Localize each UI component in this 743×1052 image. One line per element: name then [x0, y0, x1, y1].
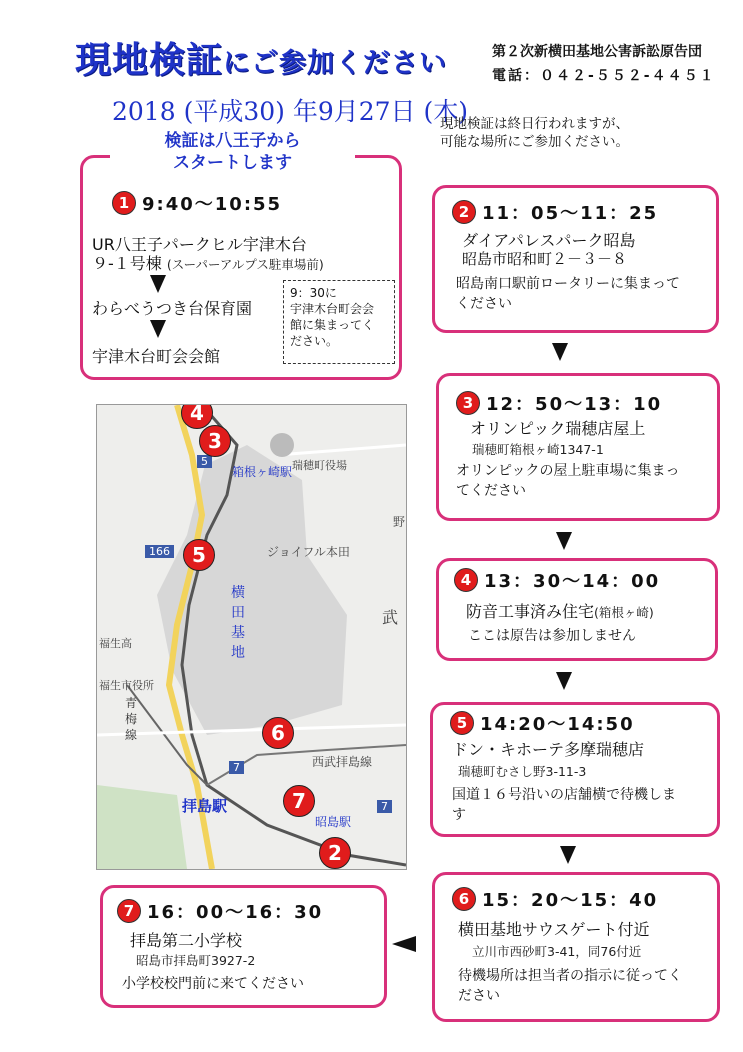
arrow-down-icon	[556, 532, 572, 550]
participation-note	[440, 115, 629, 151]
route-shield: 5	[197, 455, 212, 468]
stop-7-description: 小学校校門前に来てください	[122, 976, 304, 992]
route-shield: 7	[377, 800, 392, 813]
stop-3-description	[456, 461, 679, 501]
map-pin-3: 3	[199, 425, 231, 457]
stop-time: 12：50～13：10	[486, 394, 663, 415]
note-line: 現地検証は終日行われますが、	[440, 116, 629, 132]
stop-5-description	[452, 785, 676, 825]
stop-number-badge: 5	[450, 711, 474, 735]
start-label	[110, 130, 355, 178]
organizer-phone: 電話：０４２-５５２-４４５１	[492, 68, 716, 84]
line-char: 線	[125, 728, 138, 742]
note-line: 9：30に	[290, 286, 337, 300]
base-char: 基	[231, 625, 245, 641]
stop-4-place	[466, 599, 654, 622]
place-label: ジョイフル本田	[267, 545, 350, 559]
gathering-note	[283, 280, 395, 364]
organizer-info	[492, 40, 716, 88]
stop-3-address: 瑞穂町箱根ヶ崎1347-1	[472, 442, 604, 457]
stop-5-address: 瑞穂町むさし野3-11-3	[458, 764, 587, 779]
place-label: 福生市役所	[99, 679, 154, 692]
stop-time: 11：05～11：25	[482, 203, 659, 224]
stop-number-badge: 4	[454, 568, 478, 592]
arrow-down-icon	[556, 672, 572, 690]
stop-4-header	[454, 567, 660, 593]
stop-3-place: オリンピック瑞穂店屋上	[470, 419, 646, 438]
stop-2-address: 昭島市昭和町２－３－８	[462, 250, 628, 268]
stop-1-header	[112, 190, 282, 216]
route-map	[96, 404, 407, 870]
desc-line: 待機場所は担当者の指示に従ってく	[458, 968, 682, 984]
stop-2-place: ダイアパレスパーク昭島	[462, 231, 636, 250]
stop-number-badge: 1	[112, 191, 136, 215]
line-label: 西武拝島線	[312, 755, 373, 769]
base-label	[231, 583, 245, 663]
stop-time: 13：30～14：00	[484, 571, 661, 592]
event-date: 2018 (平成30) 年9月27日 (木)	[112, 97, 469, 126]
line-char: 青	[125, 696, 138, 710]
desc-line: 国道１６号沿いの店舗横で待機しま	[452, 787, 676, 803]
start-line: スタートします	[173, 153, 292, 173]
stop-number-badge: 3	[456, 391, 480, 415]
note-line: 宇津木台町会会	[290, 302, 375, 316]
place-label: 武	[382, 608, 399, 627]
station-label: 拝島駅	[182, 797, 228, 815]
stop-time: 9:40～10:55	[142, 194, 283, 215]
stop-time: 16：00～16：30	[147, 902, 324, 923]
stop-2-header	[452, 199, 658, 225]
map-pin-5: 5	[183, 539, 215, 571]
line-char: 梅	[125, 712, 138, 726]
stop-6-place: 横田基地サウスゲート付近	[458, 920, 650, 939]
start-line: 検証は八王子から	[164, 131, 301, 151]
place-note: (箱根ヶ崎)	[594, 605, 654, 620]
note-line: 館に集まってく	[290, 318, 375, 332]
stop-6-header	[452, 886, 658, 912]
place-label: 福生高	[99, 637, 132, 650]
place-label: 瑞穂町役場	[292, 459, 347, 472]
arrow-down-icon	[552, 343, 568, 361]
desc-line: す	[452, 807, 466, 823]
map-pin-7: 7	[283, 785, 315, 817]
page-title: 現地検証にご参加ください	[75, 40, 448, 81]
stop-time: 14:20～14:50	[480, 714, 635, 735]
station-label: 昭島駅	[315, 815, 352, 829]
desc-line: てください	[456, 483, 526, 499]
stop-number-badge: 7	[117, 899, 141, 923]
stop-number-badge: 6	[452, 887, 476, 911]
desc-line: ださい	[458, 988, 500, 1004]
desc-line: 昭島南口駅前ロータリーに集まって	[456, 276, 680, 292]
base-char: 田	[231, 605, 245, 621]
place-line: 防音工事済み住宅	[466, 602, 595, 621]
stop-2-description	[456, 274, 680, 314]
base-char: 地	[231, 645, 245, 661]
ome-line-label	[125, 695, 137, 743]
stop-7-address: 昭島市拝島町3927-2	[136, 953, 256, 968]
stop-1-place-3: 宇津木台町会会館	[92, 347, 221, 366]
stop-7-header	[117, 898, 323, 924]
route-shield: 7	[229, 761, 244, 774]
arrow-left-icon	[392, 936, 416, 952]
arrow-down-icon	[150, 320, 166, 338]
note-line: 可能な場所にご参加ください。	[440, 134, 629, 150]
stop-1-place-2: わらべうつき台保育園	[92, 299, 253, 318]
stop-6-address: 立川市西砂町3-41，同76付近	[472, 944, 642, 959]
stop-1-place-1b	[92, 251, 324, 274]
place-note: (スーパーアルプス駐車場前)	[166, 257, 324, 272]
stop-6-description	[458, 966, 682, 1006]
desc-line: オリンピックの屋上駐車場に集まっ	[456, 463, 680, 479]
desc-line: ください	[456, 296, 512, 312]
stop-3-header	[456, 390, 662, 416]
route-shield: 166	[145, 545, 174, 558]
stop-time: 15：20～15：40	[482, 890, 659, 911]
note-line: ださい。	[290, 334, 339, 348]
map-pin-4: 4	[181, 404, 213, 429]
place-label: 野	[393, 515, 406, 529]
stop-5-header	[450, 710, 635, 736]
place-line: ９-１号棟	[92, 254, 162, 273]
stop-7-place: 拝島第二小学校	[130, 931, 243, 950]
stop-number-badge: 2	[452, 200, 476, 224]
arrow-down-icon	[150, 275, 166, 293]
stop-1-place-1: UR八王子パークヒル宇津木台	[92, 235, 307, 254]
base-char: 横	[231, 585, 245, 601]
stop-4-description: ここは原告は参加しません	[468, 628, 636, 644]
map-pin-2: 2	[319, 837, 351, 869]
organizer-name: 第２次新横田基地公害訴訟原告団	[492, 44, 702, 60]
station-label: 箱根ヶ崎駅	[232, 465, 293, 479]
stop-5-place: ドン・キホーテ多摩瑞穂店	[452, 740, 645, 759]
map-pin-6: 6	[262, 717, 294, 749]
arrow-down-icon	[560, 846, 576, 864]
